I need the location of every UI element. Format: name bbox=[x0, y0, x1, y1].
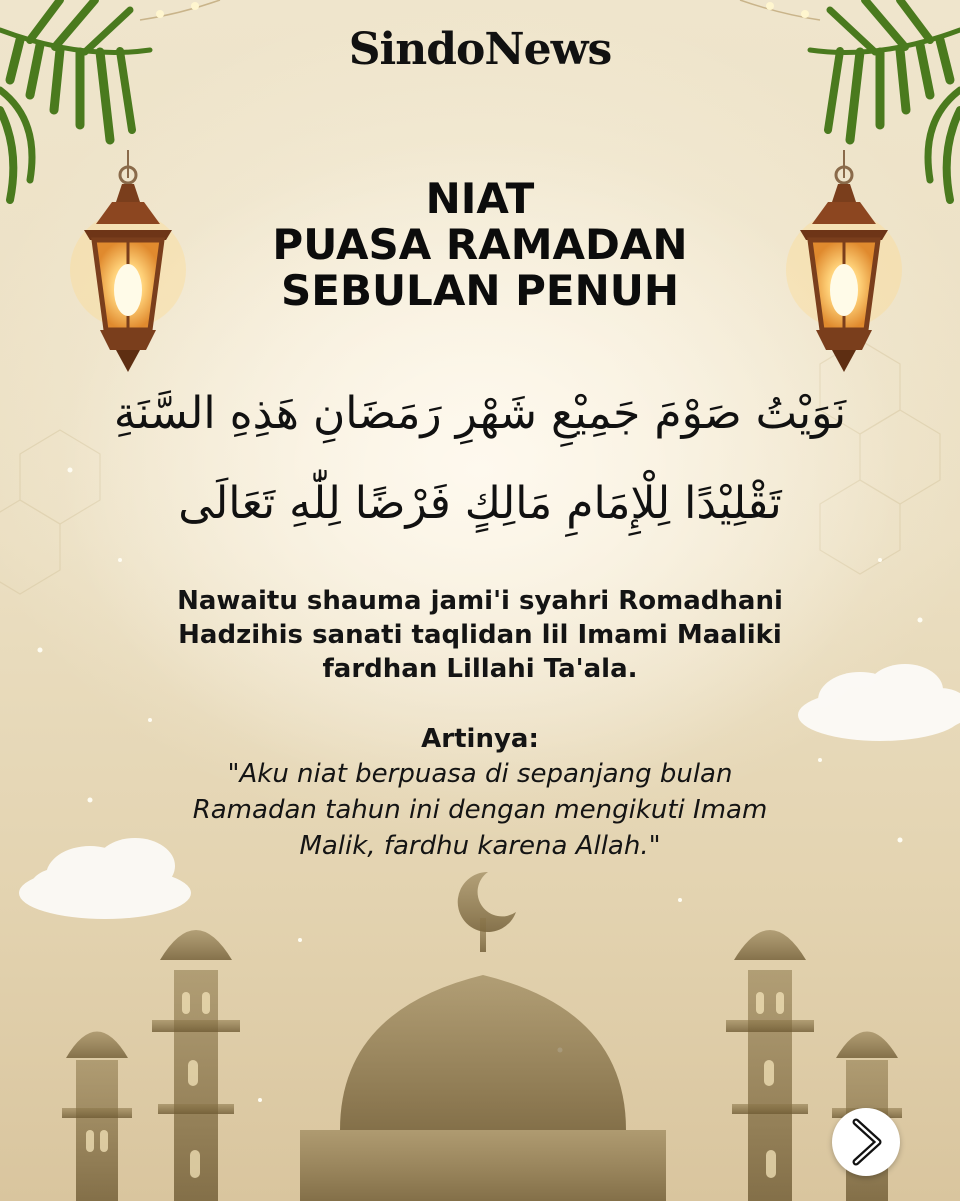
string-lights bbox=[140, 0, 820, 20]
chevron-right-icon bbox=[832, 1108, 900, 1176]
page-title-line-2: PUASA RAMADAN bbox=[272, 220, 688, 269]
brand-logo: SindoNews bbox=[348, 24, 612, 75]
latin-transliteration-line-1: Nawaitu shauma jami'i syahri Romadhani bbox=[177, 586, 783, 616]
page-title-line-1: NIAT bbox=[425, 174, 535, 223]
crescent-icon bbox=[458, 872, 516, 932]
latin-transliteration-line-2: Hadzihis sanati taqlidan lil Imami Maaliki bbox=[178, 620, 782, 650]
meaning-label: Artinya: bbox=[421, 724, 539, 754]
next-slide-button[interactable] bbox=[832, 1108, 900, 1176]
meaning-line-2: Ramadan tahun ini dengan mengikuti Imam bbox=[192, 795, 768, 825]
mosque-silhouette bbox=[62, 872, 902, 1201]
arabic-text-line-2: تَقْلِيْدًا لِلْإِمَامِ مَالِكٍ فَرْضًا لِلّٰهِ تَعَالَى bbox=[178, 478, 782, 529]
arabic-text-line-1: نَوَيْتُ صَوْمَ جَمِيْعِ شَهْرِ رَمَضَانِ هَذِهِ السَّنَةِ bbox=[113, 388, 847, 439]
meaning-line-3: Malik, fardhu karena Allah." bbox=[299, 831, 661, 861]
latin-transliteration-line-3: fardhan Lillahi Ta'ala. bbox=[322, 654, 638, 684]
meaning-line-1: "Aku niat berpuasa di sepanjang bulan bbox=[227, 759, 733, 789]
page-title-line-3: SEBULAN PENUH bbox=[281, 266, 679, 315]
